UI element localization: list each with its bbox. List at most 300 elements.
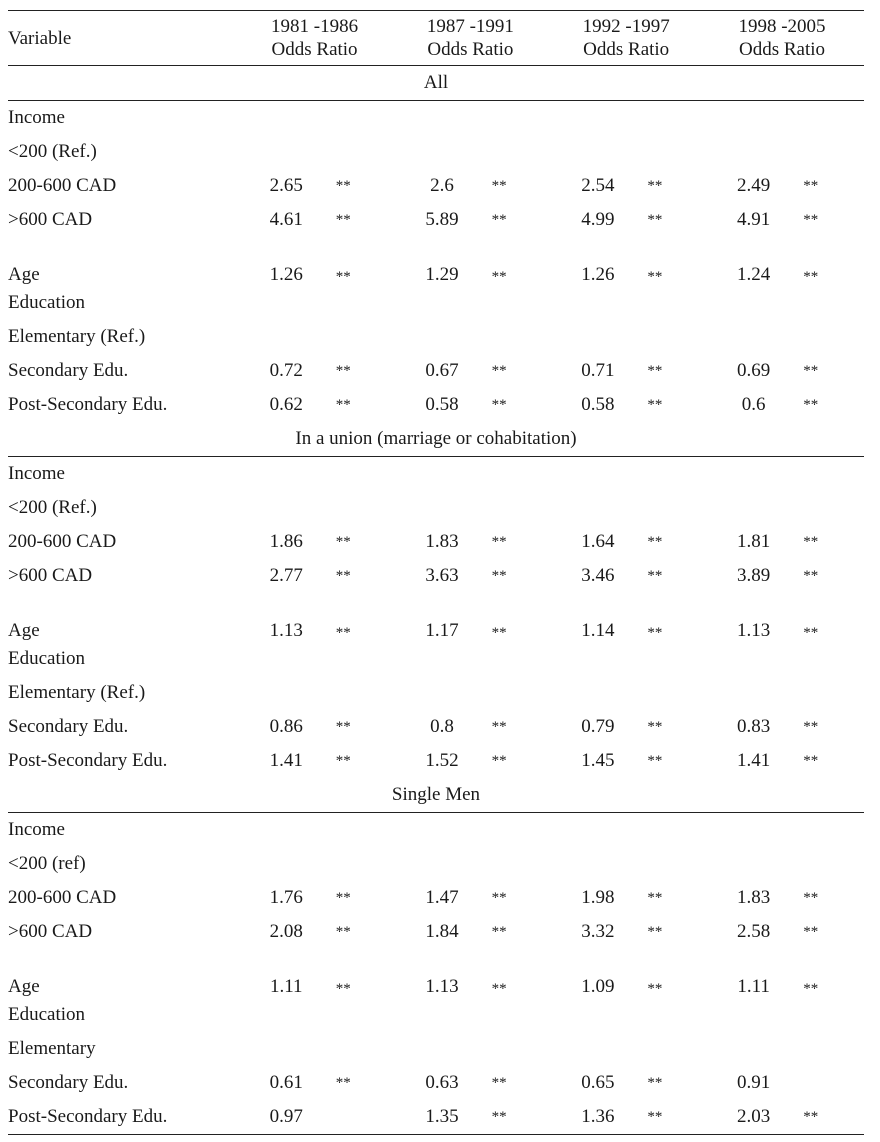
- significance-marker: **: [803, 718, 819, 735]
- row-spacer: [860, 559, 864, 593]
- header-spacer: [860, 11, 864, 66]
- table-row: [8, 1066, 864, 1100]
- period-measure: Odds Ratio: [583, 39, 670, 60]
- odds-ratio-cell: [237, 1032, 336, 1066]
- odds-ratio-cell: [237, 457, 336, 492]
- significance-marker: **: [335, 269, 351, 285]
- odds-ratio-cell: 3.46: [581, 565, 615, 586]
- section-title: All: [8, 66, 864, 101]
- row-spacer: [860, 237, 864, 286]
- section-header-row: [8, 66, 864, 101]
- period-years: 1992 -1997: [582, 16, 670, 37]
- odds-ratio-cell: 2.54: [581, 175, 615, 196]
- table-row: [8, 491, 864, 525]
- row-spacer: [860, 135, 864, 169]
- row-spacer: [860, 354, 864, 388]
- row-label: >600 CAD: [8, 565, 93, 586]
- table-row: [8, 998, 864, 1032]
- odds-ratio-cell: 0.58: [581, 394, 615, 415]
- odds-ratio-cell: [392, 998, 491, 1032]
- odds-ratio-cell: 1.76: [269, 887, 303, 908]
- significance-marker: **: [491, 923, 507, 940]
- odds-ratio-cell: 2.6: [430, 175, 454, 196]
- significance-marker: **: [492, 1100, 549, 1135]
- odds-ratio-cell: 0.79: [581, 716, 615, 737]
- significance-marker: [647, 676, 704, 710]
- odds-ratio-cell: [392, 847, 491, 881]
- row-label: >600 CAD: [8, 921, 93, 942]
- significance-marker: **: [803, 396, 819, 413]
- odds-ratio-cell: 1.45: [581, 750, 615, 771]
- odds-ratio-cell: 0.91: [737, 1072, 771, 1093]
- odds-ratio-cell: [704, 491, 803, 525]
- period-measure: Odds Ratio: [427, 39, 514, 60]
- significance-marker: **: [491, 752, 507, 769]
- odds-ratio-cell: 0.6: [741, 394, 766, 415]
- significance-marker: **: [491, 269, 507, 285]
- significance-marker: **: [491, 396, 507, 413]
- odds-ratio-cell: 0.97: [237, 1100, 336, 1135]
- odds-ratio-cell: [237, 491, 336, 525]
- significance-marker: **: [647, 533, 663, 550]
- odds-ratio-cell: 1.83: [425, 531, 459, 552]
- significance-marker: [803, 813, 860, 848]
- significance-marker: [803, 998, 860, 1032]
- odds-ratio-cell: 1.41: [737, 750, 771, 771]
- row-spacer: [860, 457, 864, 492]
- significance-marker: [647, 286, 704, 320]
- significance-marker: **: [803, 177, 819, 194]
- significance-marker: [803, 491, 860, 525]
- significance-marker: **: [335, 177, 351, 194]
- significance-marker: [492, 135, 549, 169]
- significance-marker: [647, 320, 704, 354]
- period-years: 1981 -1986: [271, 16, 359, 37]
- row-spacer: [860, 101, 864, 136]
- odds-ratio-cell: 2.58: [737, 921, 771, 942]
- odds-ratio-cell: [704, 676, 803, 710]
- odds-ratio-cell: 1.11: [269, 976, 303, 997]
- odds-ratio-cell: 0.62: [269, 394, 303, 415]
- row-label: Post-Secondary Edu.: [8, 394, 168, 415]
- table-row: [8, 593, 864, 642]
- odds-ratio-cell: [548, 491, 647, 525]
- significance-marker: [336, 491, 393, 525]
- significance-marker: **: [335, 362, 351, 379]
- odds-ratio-cell: 1.36: [548, 1100, 647, 1135]
- row-label: Secondary Edu.: [8, 716, 129, 737]
- odds-ratio-cell: [392, 676, 491, 710]
- row-label: Age: [8, 264, 40, 285]
- period-column-header: [704, 11, 860, 66]
- odds-ratio-cell: [704, 457, 803, 492]
- table-row: [8, 237, 864, 286]
- significance-marker: **: [647, 269, 663, 285]
- odds-ratio-cell: [548, 1032, 647, 1066]
- odds-ratio-cell: [704, 101, 803, 136]
- significance-marker: **: [647, 177, 663, 194]
- odds-ratio-cell: 1.52: [425, 750, 459, 771]
- odds-ratio-cell: 1.81: [737, 531, 771, 552]
- row-spacer: [860, 1066, 864, 1100]
- odds-ratio-cell: [548, 813, 647, 848]
- table-row: [8, 169, 864, 203]
- significance-marker: **: [491, 567, 507, 584]
- row-spacer: [860, 286, 864, 320]
- row-label: <200 (ref): [8, 853, 86, 874]
- odds-ratio-cell: 0.69: [737, 360, 771, 381]
- odds-ratio-cell: 1.13: [269, 620, 303, 641]
- odds-ratio-cell: 0.8: [430, 716, 454, 737]
- table-row: [8, 744, 864, 778]
- significance-marker: **: [491, 211, 507, 228]
- significance-marker: [647, 642, 704, 676]
- significance-marker: [647, 847, 704, 881]
- table-row: [8, 847, 864, 881]
- significance-marker: [803, 135, 860, 169]
- odds-ratio-cell: [237, 135, 336, 169]
- row-spacer: [860, 915, 864, 949]
- significance-marker: **: [647, 362, 663, 379]
- table-row: [8, 710, 864, 744]
- odds-ratio-cell: 2.49: [737, 175, 771, 196]
- significance-marker: **: [335, 889, 351, 906]
- odds-ratio-cell: 3.63: [425, 565, 459, 586]
- table-row: [8, 915, 864, 949]
- row-label: <200 (Ref.): [8, 141, 97, 162]
- significance-marker: **: [491, 718, 507, 735]
- significance-marker: [647, 101, 704, 136]
- significance-marker: [803, 320, 860, 354]
- row-label: Elementary (Ref.): [8, 682, 146, 703]
- significance-marker: **: [335, 752, 351, 769]
- odds-ratio-cell: 0.65: [581, 1072, 615, 1093]
- odds-ratio-cell: [548, 998, 647, 1032]
- odds-ratio-cell: 1.35: [392, 1100, 491, 1135]
- significance-marker: **: [803, 889, 819, 906]
- table-row: [8, 320, 864, 354]
- significance-marker: **: [803, 533, 819, 550]
- significance-marker: **: [803, 923, 819, 940]
- row-spacer: [860, 320, 864, 354]
- significance-marker: [492, 676, 549, 710]
- significance-marker: [492, 101, 549, 136]
- odds-ratio-cell: [704, 320, 803, 354]
- significance-marker: **: [647, 625, 663, 641]
- odds-ratio-cell: [704, 642, 803, 676]
- section-header-row: [8, 422, 864, 457]
- significance-marker: [336, 676, 393, 710]
- odds-ratio-cell: 1.14: [581, 620, 615, 641]
- section-title: In a union (marriage or cohabitation): [8, 422, 864, 457]
- significance-marker: **: [647, 981, 663, 997]
- odds-ratio-cell: [392, 813, 491, 848]
- row-label: Post-Secondary Edu.: [8, 750, 168, 771]
- row-label: Secondary Edu.: [8, 360, 129, 381]
- row-label: Age: [8, 976, 40, 997]
- period-years: 1998 -2005: [738, 16, 826, 37]
- odds-ratio-cell: [392, 135, 491, 169]
- odds-ratio-cell: 1.26: [269, 264, 303, 285]
- significance-marker: **: [803, 567, 819, 584]
- period-years: 1987 -1991: [426, 16, 514, 37]
- odds-ratio-cell: 1.17: [425, 620, 459, 641]
- row-label: >600 CAD: [8, 209, 93, 230]
- odds-ratio-cell: 1.13: [737, 620, 771, 641]
- odds-ratio-cell: 1.47: [425, 887, 459, 908]
- table-row: [8, 676, 864, 710]
- variable-column-header: Variable: [8, 11, 237, 66]
- row-label: Elementary: [8, 1038, 96, 1059]
- significance-marker: **: [803, 211, 819, 228]
- significance-marker: [492, 847, 549, 881]
- significance-marker: [647, 813, 704, 848]
- significance-marker: [336, 998, 393, 1032]
- period-column-header: [237, 11, 393, 66]
- row-spacer: [860, 710, 864, 744]
- table-row: [8, 135, 864, 169]
- odds-ratio-cell: [392, 457, 491, 492]
- odds-ratio-cell: [548, 457, 647, 492]
- odds-ratio-cell: [704, 1032, 803, 1066]
- significance-marker: [803, 847, 860, 881]
- odds-ratio-cell: [237, 998, 336, 1032]
- significance-marker: [336, 101, 393, 136]
- row-spacer: [860, 744, 864, 778]
- significance-marker: **: [491, 889, 507, 906]
- significance-marker: [336, 286, 393, 320]
- odds-ratio-table: [8, 10, 864, 1135]
- table-row: [8, 881, 864, 915]
- significance-marker: **: [647, 752, 663, 769]
- significance-marker: **: [335, 533, 351, 550]
- odds-ratio-cell: [704, 135, 803, 169]
- table-row: [8, 101, 864, 136]
- odds-ratio-cell: [704, 286, 803, 320]
- odds-ratio-cell: [237, 642, 336, 676]
- odds-ratio-cell: 0.71: [581, 360, 615, 381]
- row-spacer: [860, 1100, 864, 1135]
- odds-ratio-cell: 2.65: [269, 175, 303, 196]
- significance-marker: [647, 491, 704, 525]
- table-row: [8, 354, 864, 388]
- significance-marker: **: [803, 269, 819, 285]
- odds-ratio-cell: 0.83: [737, 716, 771, 737]
- odds-ratio-cell: 4.91: [737, 209, 771, 230]
- odds-ratio-cell: 2.77: [269, 565, 303, 586]
- odds-ratio-cell: 4.61: [269, 209, 303, 230]
- odds-ratio-cell: [548, 642, 647, 676]
- row-label: Elementary (Ref.): [8, 326, 146, 347]
- odds-ratio-cell: 0.67: [425, 360, 459, 381]
- significance-marker: **: [491, 177, 507, 194]
- odds-ratio-cell: 0.58: [425, 394, 459, 415]
- table-row: [8, 525, 864, 559]
- significance-marker: [492, 998, 549, 1032]
- odds-ratio-cell: 1.86: [269, 531, 303, 552]
- significance-marker: [647, 135, 704, 169]
- significance-marker: [336, 813, 393, 848]
- significance-marker: [803, 1066, 860, 1100]
- row-spacer: [860, 593, 864, 642]
- odds-ratio-cell: [392, 1032, 491, 1066]
- odds-ratio-cell: [237, 676, 336, 710]
- significance-marker: **: [335, 718, 351, 735]
- row-spacer: [860, 491, 864, 525]
- odds-ratio-cell: 0.86: [269, 716, 303, 737]
- odds-ratio-cell: 2.03: [704, 1100, 803, 1135]
- odds-ratio-cell: 1.26: [581, 264, 615, 285]
- odds-ratio-cell: [548, 286, 647, 320]
- significance-marker: **: [647, 211, 663, 228]
- odds-ratio-cell: [548, 676, 647, 710]
- significance-marker: [492, 491, 549, 525]
- significance-marker: **: [491, 362, 507, 379]
- row-spacer: [860, 998, 864, 1032]
- row-spacer: [860, 1032, 864, 1066]
- row-spacer: [860, 388, 864, 422]
- row-label: Secondary Edu.: [8, 1072, 129, 1093]
- significance-marker: **: [647, 889, 663, 906]
- significance-marker: [647, 998, 704, 1032]
- odds-ratio-cell: [237, 101, 336, 136]
- significance-marker: **: [335, 567, 351, 584]
- significance-marker: **: [335, 211, 351, 228]
- odds-ratio-cell: 1.83: [737, 887, 771, 908]
- odds-ratio-cell: [392, 286, 491, 320]
- odds-ratio-cell: 1.09: [581, 976, 615, 997]
- row-spacer: [860, 642, 864, 676]
- row-label: Post-Secondary Edu.: [8, 1100, 237, 1135]
- odds-ratio-cell: [237, 847, 336, 881]
- odds-ratio-cell: 1.24: [737, 264, 771, 285]
- significance-marker: **: [491, 533, 507, 550]
- odds-ratio-cell: [392, 491, 491, 525]
- significance-marker: **: [803, 362, 819, 379]
- period-column-header: [392, 11, 548, 66]
- table-row: [8, 642, 864, 676]
- odds-ratio-cell: 5.89: [425, 209, 459, 230]
- row-spacer: [860, 203, 864, 237]
- odds-ratio-cell: [392, 320, 491, 354]
- significance-marker: **: [335, 396, 351, 413]
- odds-ratio-cell: 3.89: [737, 565, 771, 586]
- significance-marker: [492, 1032, 549, 1066]
- significance-marker: [803, 642, 860, 676]
- odds-ratio-cell: [237, 320, 336, 354]
- table-row: [8, 813, 864, 848]
- row-label: Education: [8, 1004, 86, 1025]
- significance-marker: **: [335, 981, 351, 997]
- odds-ratio-cell: 0.63: [425, 1072, 459, 1093]
- period-measure: Odds Ratio: [271, 39, 358, 60]
- odds-ratio-cell: 1.29: [425, 264, 459, 285]
- table-row: [8, 949, 864, 998]
- significance-marker: **: [647, 1100, 704, 1135]
- row-label: 200-600 CAD: [8, 531, 117, 552]
- table-header: [8, 11, 864, 66]
- significance-marker: [336, 847, 393, 881]
- significance-marker: **: [803, 981, 819, 997]
- table-row: [8, 388, 864, 422]
- significance-marker: [336, 1100, 393, 1135]
- significance-marker: [492, 813, 549, 848]
- significance-marker: [803, 1032, 860, 1066]
- row-label: Age: [8, 620, 40, 641]
- table-row: [8, 203, 864, 237]
- significance-marker: [336, 457, 393, 492]
- significance-marker: [647, 457, 704, 492]
- row-label: 200-600 CAD: [8, 175, 117, 196]
- odds-ratio-cell: [548, 135, 647, 169]
- row-spacer: [860, 881, 864, 915]
- table-row: [8, 457, 864, 492]
- significance-marker: [336, 1032, 393, 1066]
- table-row: [8, 559, 864, 593]
- significance-marker: [803, 101, 860, 136]
- odds-ratio-cell: 3.32: [581, 921, 615, 942]
- odds-ratio-cell: 1.84: [425, 921, 459, 942]
- odds-ratio-cell: [392, 101, 491, 136]
- row-label: Income: [8, 819, 65, 840]
- row-spacer: [860, 813, 864, 848]
- significance-marker: **: [335, 923, 351, 940]
- odds-ratio-cell: 1.11: [737, 976, 770, 997]
- odds-ratio-cell: 1.98: [581, 887, 615, 908]
- section-header-row: [8, 778, 864, 813]
- odds-ratio-cell: [704, 998, 803, 1032]
- odds-ratio-cell: [704, 847, 803, 881]
- row-spacer: [860, 949, 864, 998]
- significance-marker: [803, 457, 860, 492]
- significance-marker: [647, 1032, 704, 1066]
- significance-marker: **: [803, 1100, 860, 1135]
- significance-marker: **: [335, 1074, 351, 1091]
- significance-marker: [336, 135, 393, 169]
- significance-marker: [803, 286, 860, 320]
- odds-ratio-cell: [548, 320, 647, 354]
- odds-ratio-cell: 0.72: [269, 360, 303, 381]
- odds-ratio-cell: 1.64: [581, 531, 615, 552]
- significance-marker: [492, 320, 549, 354]
- odds-ratio-cell: 1.13: [425, 976, 459, 997]
- row-spacer: [860, 676, 864, 710]
- row-spacer: [860, 525, 864, 559]
- row-spacer: [860, 169, 864, 203]
- significance-marker: **: [647, 567, 663, 584]
- significance-marker: [492, 457, 549, 492]
- odds-ratio-cell: [237, 286, 336, 320]
- significance-marker: **: [491, 625, 507, 641]
- significance-marker: [803, 676, 860, 710]
- odds-ratio-cell: [392, 642, 491, 676]
- row-label: Income: [8, 107, 65, 128]
- row-spacer: [860, 847, 864, 881]
- significance-marker: **: [491, 981, 507, 997]
- odds-ratio-cell: 4.99: [581, 209, 615, 230]
- significance-marker: **: [647, 1074, 663, 1091]
- table-body: [8, 66, 864, 1135]
- row-label: 200-600 CAD: [8, 887, 117, 908]
- table-row: [8, 1032, 864, 1066]
- significance-marker: **: [647, 718, 663, 735]
- odds-ratio-cell: 1.41: [269, 750, 303, 771]
- significance-marker: **: [335, 625, 351, 641]
- significance-marker: **: [491, 1074, 507, 1091]
- significance-marker: [492, 642, 549, 676]
- odds-ratio-cell: 2.08: [269, 921, 303, 942]
- significance-marker: [336, 320, 393, 354]
